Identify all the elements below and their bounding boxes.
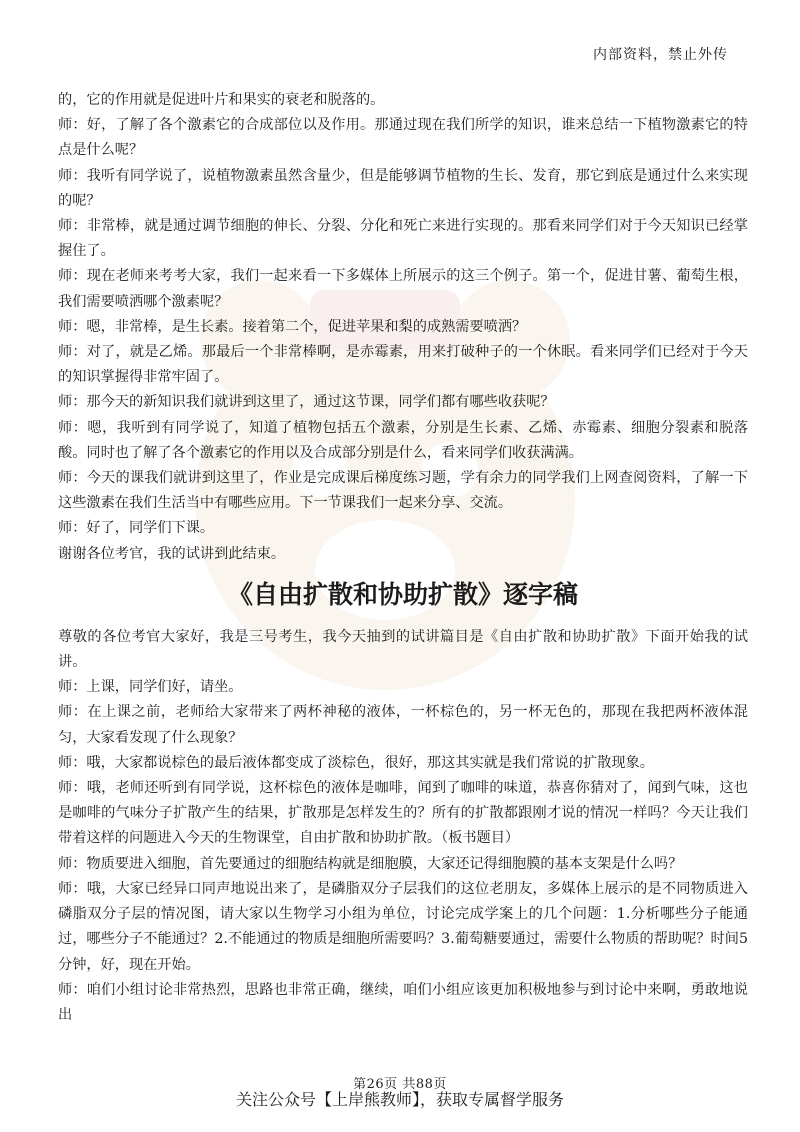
paragraph: 师：我听有同学说了，说植物激素虽然含量少，但是能够调节植物的生长、发育，那它到底是通过什么来实现的呢？: [58, 167, 748, 209]
paragraph: 谢谢各位考官，我的试讲到此结束。: [58, 545, 286, 562]
document-body: [58, 88, 748, 1028]
paragraph: 师：哦，老师还听到有同学说，这杯棕色的液体是咖啡，闻到了咖啡的味道，恭喜你猜对了，闻到气味，这也是咖啡的气味分子扩散产生的结果，扩散那是怎样发生的？所有的扩散都跟刚才说的情况一样吗？今天让我们带着这样的问题进入今天的生物课堂，自由扩散和协助扩散。（板书题目）: [58, 780, 748, 847]
follow-note: 关注公众号【上岸熊教师】，获取专属督学服务: [235, 1090, 564, 1109]
paragraph: 师：物质要进入细胞，首先要通过的细胞结构就是细胞膜，大家还记得细胞膜的基本支架是什么吗？: [58, 855, 683, 872]
header-note: 内部资料，禁止外传: [593, 47, 728, 63]
paragraph: 师：好了，同学们下课。: [58, 520, 215, 537]
paragraph: 师：嗯，我听到有同学说了，知道了植物包括五个激素，分别是生长素、乙烯、赤霉素、细胞分裂素和脱落酸。同时也了解了各个激素它的作用以及合成部分别是什么，看来同学们收获满满。: [58, 419, 748, 461]
paragraph: 师：上课，同学们好，请坐。: [58, 679, 243, 696]
paragraph: 师：现在老师来考考大家，我们一起来看一下多媒体上所展示的这三个例子。第一个，促进甘薯、葡萄生根，我们需要喷洒哪个激素呢？: [58, 268, 748, 310]
paragraph: 师：对了，就是乙烯。那最后一个非常棒啊，是赤霉素，用来打破种子的一个休眠。看来同学们已经对于今天的知识掌握得非常牢固了。: [58, 344, 748, 386]
paragraph: 师：今天的课我们就讲到这里了，作业是完成课后梯度练习题，学有余力的同学我们上网查阅资料，了解一下这些激素在我们生活当中有哪些应用。下一节课我们一起来分享、交流。: [58, 470, 748, 512]
paragraph: 师：咱们小组讨论非常热烈，思路也非常正确，继续，咱们小组应该更加积极地参与到讨论中来啊，勇敢地说出: [58, 981, 748, 1023]
paragraph: 师：哦，大家已经异口同声地说出来了，是磷脂双分子层我们的这位老朋友，多媒体上展示的是不同物质进入磷脂双分子层的情况图，请大家以生物学习小组为单位，讨论完成学案上的几个问题：1.分析哪些分子能通过，哪些分子不能通过？2.不能通过的物质是细胞所需要吗？3.葡萄糖要通过，需要什么物质的帮助呢？时间5分钟，好，现在开始。: [58, 880, 748, 973]
section-title: 《自由扩散和协助扩散》逐字稿: [227, 579, 578, 609]
paragraph: 的，它的作用就是促进叶片和果实的衰老和脱落的。: [58, 92, 385, 108]
paragraph: 师：非常棒，就是通过调节细胞的伸长、分裂、分化和死亡来进行实现的。那看来同学们对于今天知识已经掌握住了。: [58, 218, 748, 260]
paragraph: 师：好，了解了各个激素它的合成部位以及作用。那通过现在我们所学的知识，谁来总结一下植物激素它的特点是什么呢？: [58, 117, 748, 159]
page-number: 第26页 共88页: [353, 1077, 447, 1092]
paragraph: 师：哦，大家都说棕色的最后液体都变成了淡棕色，很好，那这其实就是我们常说的扩散现象。: [58, 754, 654, 771]
paragraph: 师：在上课之前，老师给大家带来了两杯神秘的液体，一杯棕色的，另一杯无色的，那现在我把两杯液体混匀，大家看发现了什么现象？: [58, 704, 748, 746]
paragraph: 师：那今天的新知识我们就讲到这里了，通过这节课，同学们都有哪些收获呢？: [58, 394, 555, 411]
paragraph: 尊敬的各位考官大家好，我是三号考生，我今天抽到的试讲篇目是《自由扩散和协助扩散》下面开始我的试讲。: [58, 628, 748, 671]
paragraph: 师：嗯，非常棒，是生长素。接着第二个，促进苹果和梨的成熟需要喷洒？: [58, 318, 527, 335]
